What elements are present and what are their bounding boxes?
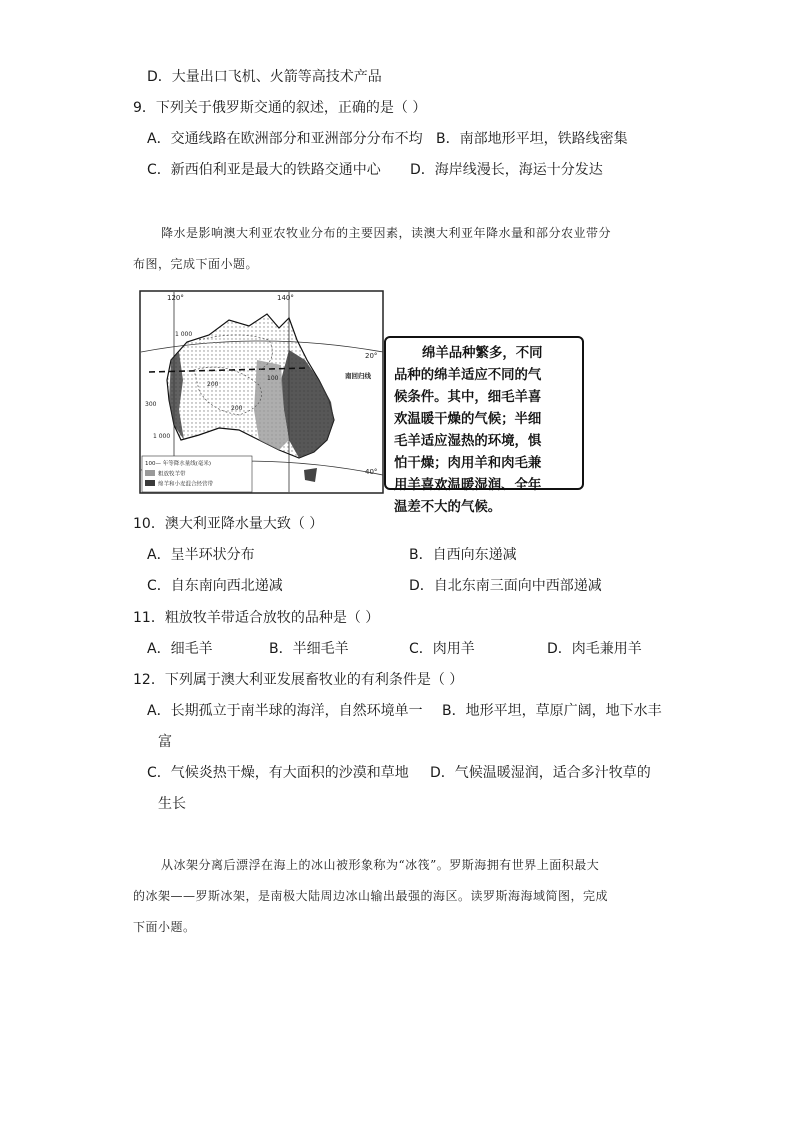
q9-option-d: D．海岸线漫长，海运十分发达	[410, 162, 603, 178]
contour-label-3: 100	[267, 375, 279, 382]
legend-pastoral: 粗放牧羊带	[158, 471, 186, 478]
sheep-breeds-callout	[384, 336, 584, 515]
q12-option-b-cont: 富	[158, 734, 172, 750]
q12-options-row1	[147, 701, 667, 721]
lon-label-120: 120°	[167, 294, 184, 302]
q12-option-a: A．长期孤立于南半球的海洋，自然环境单一	[147, 703, 423, 719]
q10-options-row2	[147, 576, 647, 596]
lat-label-20: 20°	[365, 352, 378, 360]
callout-line: 候条件。其中，细毛羊喜	[394, 389, 542, 405]
q10-option-b: B．自西向东递减	[409, 547, 517, 563]
q11-option-d: D．肉毛兼用羊	[547, 641, 642, 657]
q11-option-c: C．肉用羊	[409, 641, 475, 657]
passage2-line2: 的冰架——罗斯冰架，是南极大陆周边冰山输出最强的海区。读罗斯海海域简图，完成	[133, 889, 609, 903]
q8-option-d: D．大量出口飞机、火箭等高技术产品	[147, 69, 382, 85]
q10-option-d: D．自北东南三面向中西部递减	[409, 578, 602, 594]
q9-stem: 9．下列关于俄罗斯交通的叙述，正确的是（ ）	[133, 100, 427, 116]
callout-line: 品种的绵羊适应不同的气	[394, 367, 542, 383]
q11-option-b: B．半细毛羊	[269, 641, 349, 657]
lat-label-40: 40°	[365, 468, 378, 476]
q11-option-a: A．细毛羊	[147, 641, 213, 657]
q10-option-c: C．自东南向西北递减	[147, 578, 283, 594]
passage2-line3: 下面小题。	[133, 920, 196, 934]
legend-mixed: 绵羊和小麦混合经营带	[158, 481, 214, 488]
callout-line: 怕干燥；肉用羊和肉毛兼	[394, 455, 542, 471]
q10-option-a: A．呈半环状分布	[147, 547, 255, 563]
map-svg	[139, 290, 384, 494]
callout-line: 毛羊适应湿热的环境，惧	[394, 433, 542, 449]
q9-option-b: B．南部地形平坦，铁路线密集	[436, 131, 628, 147]
contour-label-2: 200	[207, 381, 219, 388]
contour-label-1: 1 000	[175, 331, 193, 338]
passage1-line1: 降水是影响澳大利亚农牧业分布的主要因素，读澳大利亚年降水量和部分农业带分	[161, 226, 612, 240]
q12-option-c: C．气候炎热干燥，有大面积的沙漠和草地	[147, 765, 409, 781]
q12-option-d: D．气候温暖湿润，适合多汁牧草的	[430, 765, 651, 781]
callout-line: 欢温暖干燥的气候；半细	[394, 411, 542, 427]
contour-label-4: 300	[145, 401, 157, 408]
q12-option-b: B．地形平坦，草原广阔，地下水丰	[442, 703, 662, 719]
q9-option-c: C．新西伯利亚是最大的铁路交通中心	[147, 162, 381, 178]
callout-line: 温差不大的气候。	[394, 499, 502, 515]
legend-contour: 100— 年等降水量线(毫米)	[145, 461, 212, 467]
q9-options-row1	[147, 129, 667, 149]
callout-line: 用羊喜欢温暖湿润、全年	[394, 477, 542, 493]
q10-options-row1	[147, 545, 647, 565]
lon-label-140: 140°	[277, 294, 294, 302]
legend-swatch-mixed	[145, 480, 155, 486]
q12-stem: 12．下列属于澳大利亚发展畜牧业的有利条件是（ ）	[133, 672, 464, 688]
tropic-label: 南回归线	[345, 372, 371, 380]
callout-line: 绵羊品种繁多，不同	[422, 345, 543, 361]
q11-options-row	[147, 639, 657, 659]
q9-options-row2	[147, 160, 667, 180]
q11-stem: 11．粗放牧羊带适合放牧的品种是（ ）	[133, 610, 380, 626]
contour-label-5: 1 000	[153, 433, 171, 440]
q10-stem: 10．澳大利亚降水量大致（ ）	[133, 516, 324, 532]
legend-swatch-pastoral	[145, 470, 155, 476]
contour-label-6: 200	[231, 405, 243, 412]
q9-option-a: A．交通线路在欧洲部分和亚洲部分分布不均	[147, 131, 423, 147]
q12-option-d-cont: 生长	[158, 796, 186, 812]
passage1-line2: 布图，完成下面小题。	[133, 257, 259, 271]
tasmania	[304, 468, 317, 482]
q12-options-row2	[147, 763, 667, 783]
passage2-line1: 从冰架分离后漂浮在海上的冰山被形象称为“冰筏”。罗斯海拥有世界上面积最大	[161, 858, 600, 872]
